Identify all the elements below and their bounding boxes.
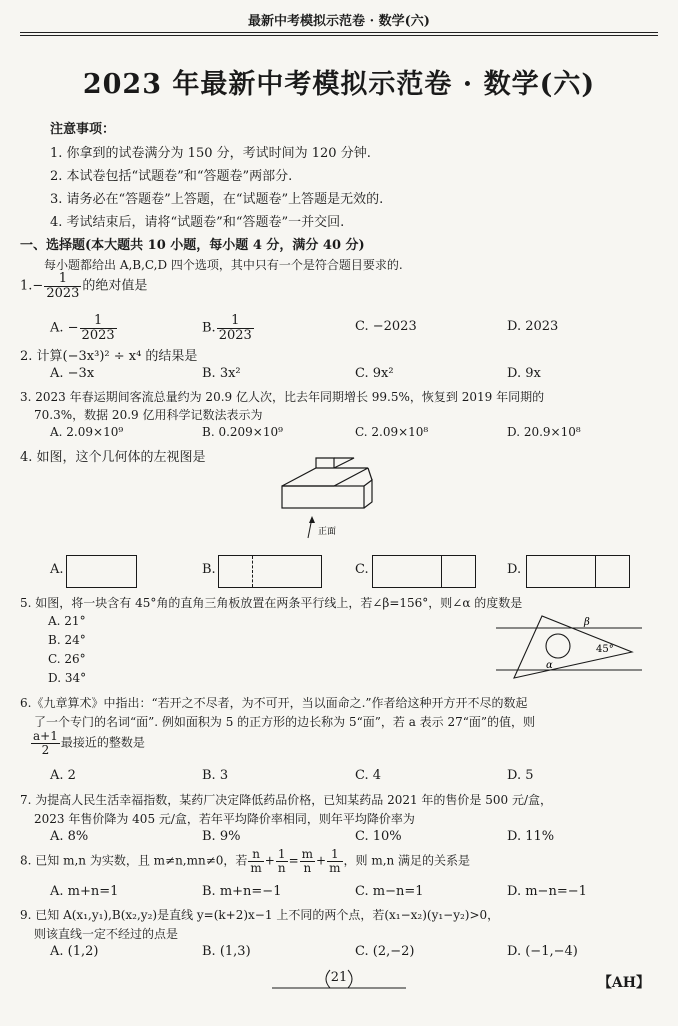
notice-item: 2. 本试卷包括“试题卷”和“答题卷”两部分. — [50, 169, 293, 184]
front-view-label: 正面 — [318, 527, 337, 537]
question-6-option-d: D. 5 — [507, 768, 534, 783]
question-2-option-d: D. 9x — [507, 366, 541, 381]
header-rule-bottom — [20, 35, 658, 36]
question-5-figure — [494, 612, 644, 684]
question-2-stem: 2. 计算(−3x³)² ÷ x⁴ 的结果是 — [20, 349, 198, 364]
notice-item: 3. 请务必在“答题卷”上答题，在“试题卷”上答题是无效的. — [50, 192, 384, 207]
question-1-option-d: D. 2023 — [507, 319, 559, 334]
page-number: 21 — [330, 970, 348, 985]
question-4-stem: 4. 如图，这个几何体的左视图是 — [20, 450, 206, 465]
header-rule-top — [20, 32, 658, 33]
section-instruction: 每小题都给出 A,B,C,D 四个选项，其中只有一个是符合题目要求的. — [44, 258, 403, 272]
svg-text:45°: 45° — [596, 644, 614, 655]
question-8-option-d: D. m−n=−1 — [507, 884, 587, 899]
question-8-option-a: A. m+n=1 — [50, 884, 119, 899]
question-3-stem: 3. 2023 年春运期间客流总量约为 20.9 亿人次，比去年同期增长 99.5%，恢复到 2019 年同期的 — [20, 390, 545, 404]
question-1-stem: 1.− $\frac{1}{2023}$ 的绝对值是 — [20, 271, 148, 301]
question-4-option-b: B. — [202, 562, 216, 577]
question-5-option-c: C. 26° — [48, 652, 86, 666]
running-header: 最新中考模拟示范卷 · 数学(六) — [248, 14, 430, 29]
question-2-option-b: B. 3x² — [202, 366, 241, 381]
question-1-option-b: B. $\frac{1}{2023}$ — [202, 313, 252, 343]
option-d-view-box — [526, 555, 630, 588]
question-9-option-c: C. (2,−2) — [355, 944, 415, 959]
question-7-stem: 7. 为提高人民生活幸福指数，某药厂决定降低药品价格，已知某药品 2021 年的售价是 500 元/盒， — [20, 793, 553, 807]
notice-heading: 注意事项： — [50, 122, 116, 137]
question-9-option-d: D. (−1,−4) — [507, 944, 578, 959]
question-6-option-b: B. 3 — [202, 768, 229, 783]
question-9-stem-cont: 则该直线一定不经过的点是 — [34, 927, 179, 941]
question-5-option-b: B. 24° — [48, 633, 86, 647]
question-6-stem-frac: $\frac{a+1}{2}$ 最接近的整数是 — [33, 729, 145, 757]
question-7-option-c: C. 10% — [355, 829, 402, 844]
question-3-option-b: B. 0.209×10⁹ — [202, 425, 283, 439]
option-a-view-box — [66, 555, 137, 588]
question-9-option-b: B. (1,3) — [202, 944, 251, 959]
question-8-option-c: C. m−n=1 — [355, 884, 424, 899]
question-7-option-d: D. 11% — [507, 829, 555, 844]
question-6-stem-cont: 了一个专门的名词“面”. 例如面积为 5 的正方形的边长称为 5“面”，若 a 表示 27“面”的值，则 — [34, 715, 536, 729]
option-b-view-box — [218, 555, 322, 588]
question-4-option-d: D. — [507, 562, 522, 577]
svg-text:β: β — [584, 617, 590, 628]
question-6-stem: 6.《九章算术》中指出：“若开之不尽者，为不可开，当以面命之.”作者给这种开方开不尽的数起 — [20, 696, 528, 710]
question-1-option-a: A. − $\frac{1}{2023}$ — [50, 313, 115, 343]
question-4-option-c: C. — [355, 562, 369, 577]
question-3-option-d: D. 20.9×10⁸ — [507, 425, 581, 439]
question-2-option-a: A. −3x — [50, 366, 95, 381]
question-3-option-c: C. 2.09×10⁸ — [355, 425, 429, 439]
question-8-option-b: B. m+n=−1 — [202, 884, 282, 899]
question-5-option-d: D. 34° — [48, 671, 87, 685]
question-5-stem: 5. 如图，将一块含有 45°角的直角三角板放置在两条平行线上，若∠β=156°，则∠α 的度数是 — [20, 596, 523, 610]
question-7-stem-cont: 2023 年售价降为 405 元/盒，若年平均降价率相同，则年平均降价率为 — [34, 812, 415, 826]
question-6-option-a: A. 2 — [50, 768, 76, 783]
question-5-option-a: A. 21° — [48, 614, 86, 628]
question-4-option-a: A. — [50, 562, 64, 577]
question-9-stem: 9. 已知 A(x₁,y₁),B(x₂,y₂)是直线 y=(k+2)x−1 上不同的两个点，若(x₁−x₂)(y₁−y₂)>0， — [20, 908, 500, 922]
question-8-stem: 8. 已知 m,n 为实数，且 m≠n,mn≠0，若 $\frac{n}{m}$ + $\frac{1}{n}$ = $\frac{m}{n}$ + $\frac{1}{m}$ ，则 m,n 满足的关系是 — [20, 847, 471, 875]
question-4-solid-figure — [268, 456, 388, 546]
paper-title: 2023 年最新中考模拟示范卷 · 数学(六) — [82, 69, 596, 100]
notice-item: 4. 考试结束后，请将“试题卷”和“答题卷”一并交回. — [50, 215, 345, 230]
section-title: 一、选择题(本大题共 10 小题，每小题 4 分，满分 40 分) — [20, 238, 365, 253]
question-9-option-a: A. (1,2) — [50, 944, 99, 959]
question-3-stem-cont: 70.3%，数据 20.9 亿用科学记数法表示为 — [34, 408, 263, 422]
question-7-option-a: A. 8% — [50, 829, 89, 844]
option-c-view-box — [372, 555, 476, 588]
question-1-option-c: C. −2023 — [355, 319, 417, 334]
question-6-option-c: C. 4 — [355, 768, 382, 783]
question-2-option-c: C. 9x² — [355, 366, 394, 381]
question-7-option-b: B. 9% — [202, 829, 241, 844]
notice-item: 1. 你拿到的试卷满分为 150 分，考试时间为 120 分钟. — [50, 146, 371, 161]
region-badge: 【AH】 — [597, 975, 650, 991]
svg-text:α: α — [546, 660, 553, 671]
question-3-option-a: A. 2.09×10⁹ — [50, 425, 124, 439]
